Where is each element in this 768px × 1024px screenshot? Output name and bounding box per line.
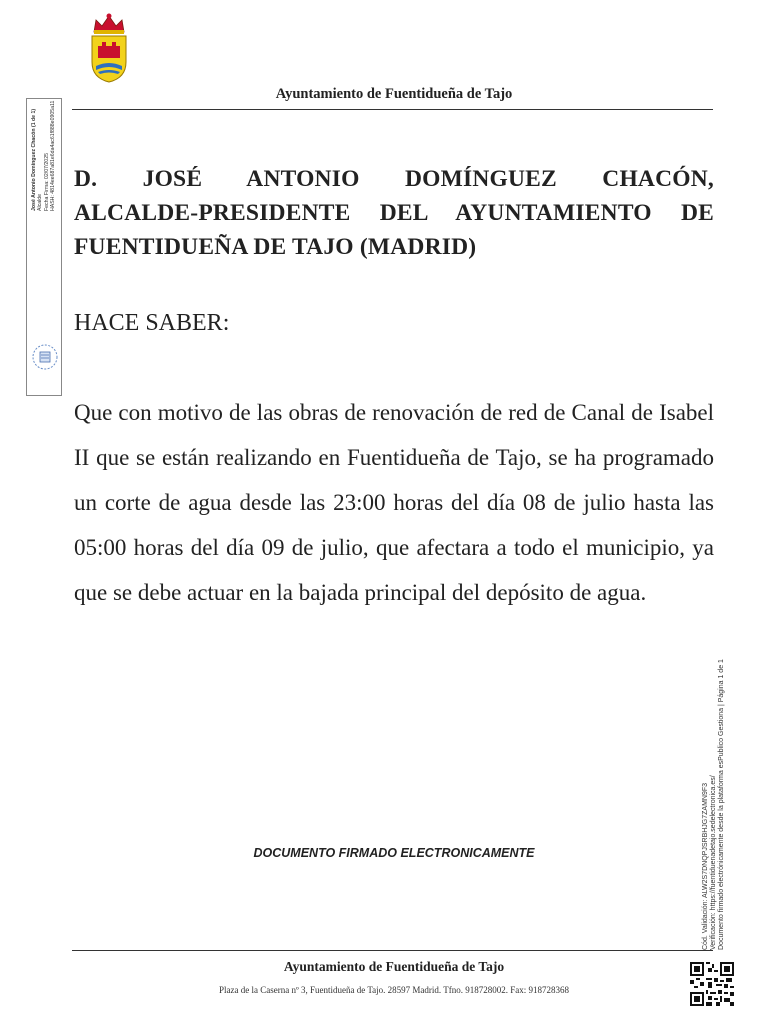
heading-line-2: ALCALDE-PRESIDENTE DEL AYUNTAMIENTO DE FUENTIDUEÑA DE TAJO (MADRID): [74, 200, 714, 260]
qr-code-icon: [690, 962, 734, 1006]
seal-icon: [30, 342, 60, 372]
hace-saber: HACE SABER:: [74, 310, 230, 336]
validation-url: Verificación: https://fuentiduenadetajo.sedelectronica.es/: [710, 775, 718, 950]
mayor-heading: [74, 162, 714, 264]
coat-of-arms-icon: [88, 10, 130, 84]
signature-line: Fecha Firma: 02/07/2025: [43, 153, 50, 211]
header-divider: [72, 109, 713, 110]
signature-line: José Antonio Domínguez Chacón (1 de 1): [31, 108, 37, 211]
signature-line: Alcalde: [37, 193, 44, 211]
signature-line: HASH: 4814ee687a81e6da4ac61f888e0905a11: [49, 100, 56, 211]
footer-title: Ayuntamiento de Fuentidueña de Tajo: [283, 959, 505, 974]
signed-notice: DOCUMENTO FIRMADO ELECTRONICAMENTE: [253, 846, 535, 860]
heading-line-1: D. JOSÉ ANTONIO DOMÍNGUEZ CHACÓN,: [74, 166, 714, 192]
validation-document: Documento firmado electrónicamente desde la plataforma esPublico Gestiona | Página 1 de 1: [718, 659, 726, 950]
header-title: Ayuntamiento de Fuentidueña de Tajo: [275, 86, 513, 102]
validation-code: Cód. Validación: ALW2S7DNQPJSRBHJG7ZAMN9F3: [702, 782, 709, 950]
notice-paragraph: Que con motivo de las obras de renovación de red de Canal de Isabel II que se están realizando en Fuentidueña de Tajo, se ha programado un corte de agua desde las 23:00 horas del día 08 de julio hasta las 05:00 horas del día 09 de julio, que afectara a todo el municipio, ya que se debe actuar en la bajada principal del depósito de agua.: [74, 400, 714, 605]
footer-divider: [72, 950, 713, 951]
footer-address: Plaza de la Caserna nº 3, Fuentidueña de Tajo. 28597 Madrid. Tfno. 918728002. Fax: 918728368: [218, 985, 570, 995]
signature-stamp: [26, 98, 62, 396]
